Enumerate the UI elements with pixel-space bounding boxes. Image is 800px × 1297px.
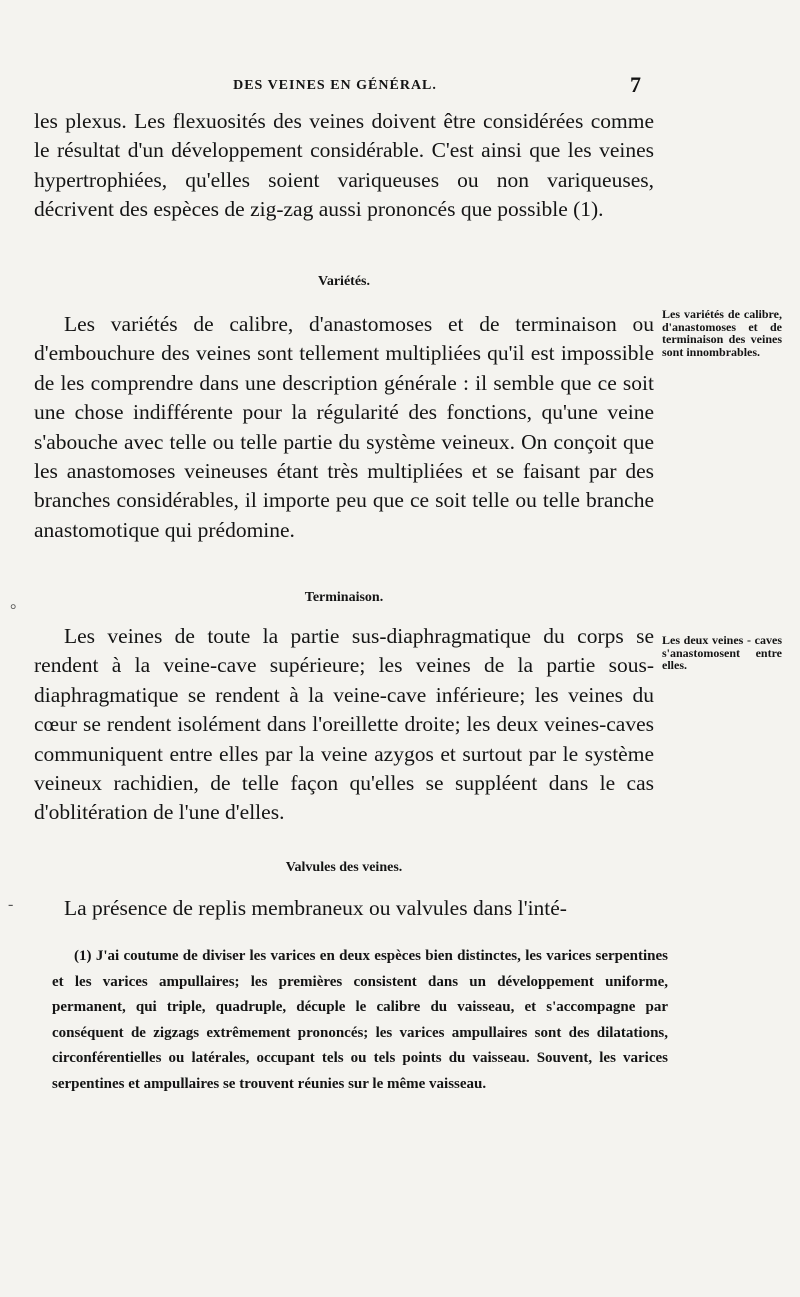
section-head-valvules: Valvules des veines. — [285, 860, 403, 875]
paragraph-text: les plexus. Les flexuosités des veines doivent être considérées comme le résultat d'un développement considérable. C'est ainsi que les veines hypertrophiées, qu'elles soient variqueuses ou non variqueuses, décrivent des espèces de zig-zag aussi prononcés que possible (1). — [34, 109, 654, 222]
page-mark: - — [8, 896, 14, 913]
margin-note-varietes: Les variétés de calibre, d'anastomoses et de terminaison des veines sont innombrables. — [662, 307, 782, 359]
paragraph-text: Les variétés de calibre, d'anastomoses et de terminaison ou d'embouchure des veines sont tellement multipliées qu'il est impossible de les comprendre dans une description générale : il semble que ce soit une chose indifférente pour la régularité des fonctions, qu'une veine s'abouche avec telle ou telle partie du système veineux. On conçoit que les anastomoses veineuses étant très multipliées et se faisant par des branches considérables, il importe peu que ce soit telle ou telle branche anastomotique qui prédomine. — [34, 312, 654, 542]
paragraph-text: Les veines de toute la partie sus-diaphragmatique du corps se rendent à la veine-cave supérieure; les veines de la partie sous-diaphragmatique se rendent à la veine-cave inférieure; les veines du cœur se rendent isolément dans l'oreillette droite; les deux veines-caves communiquent entre elles par la veine azygos et surtout par le système veineux rachidien, de telle façon qu'elles se suppléent dans le cas d'oblitération de l'une d'elles. — [34, 624, 654, 825]
footnote — [52, 944, 668, 1098]
section-head-terminaison: Terminaison. — [304, 590, 384, 605]
section-head-varietes: Variétés. — [318, 274, 370, 289]
paragraph-terminaison — [34, 622, 654, 828]
page-mark: ° — [10, 602, 17, 619]
paragraph-valvules — [34, 894, 654, 923]
running-head: DES VEINES EN GÉNÉRAL. — [233, 78, 437, 93]
paragraph-plexus — [34, 107, 654, 225]
paragraph-text: La présence de replis membraneux ou valvules dans l'inté- — [64, 896, 567, 920]
margin-note-veines-caves: Les deux veines - caves s'anastomosent entre elles. — [662, 633, 782, 672]
footnote-text: (1) J'ai coutume de diviser les varices en deux espèces bien distinctes, les varices serpentines et les varices ampullaires; les premières consistent dans un développement uniforme, permanent, qui triple, quadruple, décuple le calibre du vaisseau, et s'accompagne par conséquent de zigzags extrêmement prononcés; les varices ampullaires sont des dilatations, circonférentielles ou latérales, occupant tels ou tels points du vaisseau. Souvent, les varices serpentines et ampullaires se trouvent réunies sur le même vaisseau. — [52, 948, 668, 1092]
page-number: 7 — [630, 72, 641, 97]
paragraph-varietes — [34, 310, 654, 545]
